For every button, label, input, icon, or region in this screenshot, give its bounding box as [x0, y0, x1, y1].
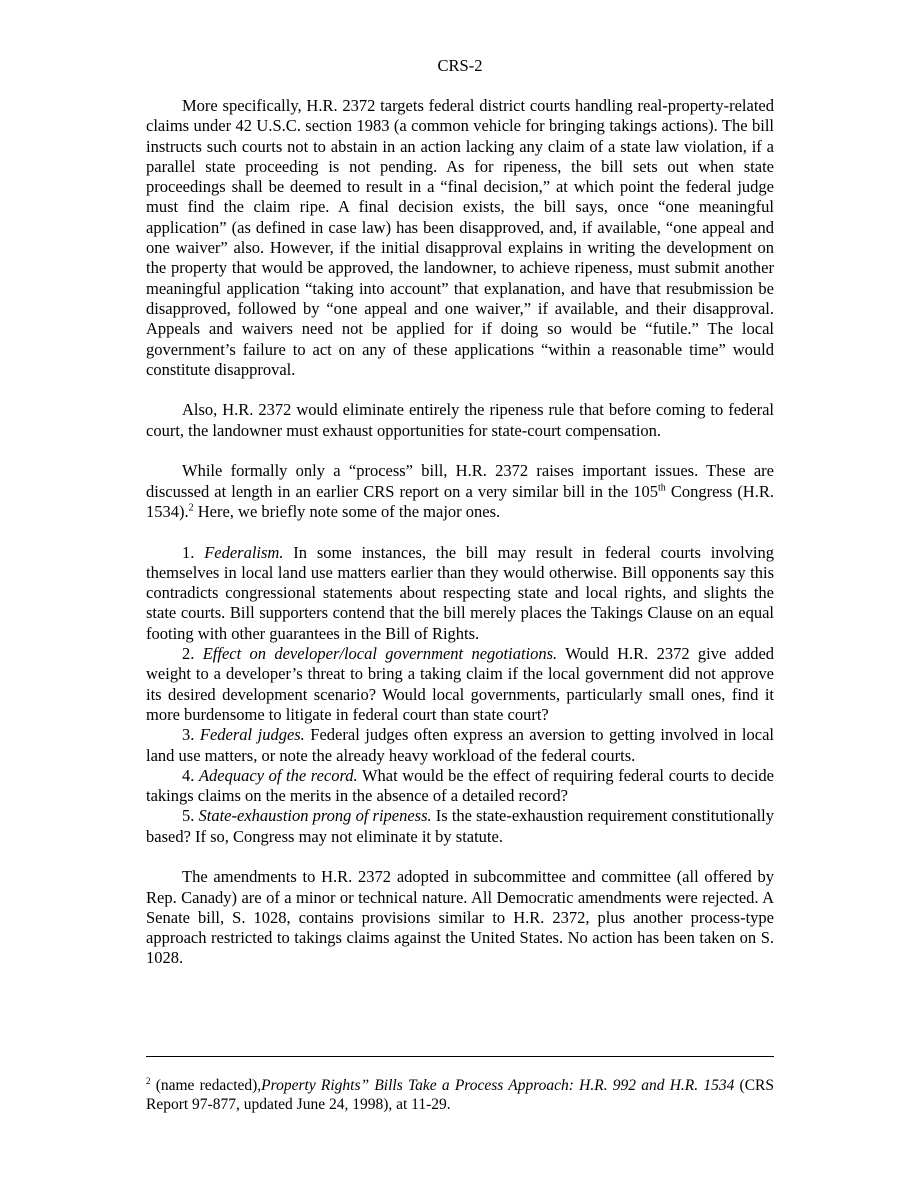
issue-number: 2. — [182, 644, 203, 664]
footnote-reference[interactable]: 2 — [188, 502, 194, 514]
footnote — [146, 1076, 774, 1114]
document-body — [146, 96, 774, 969]
paragraph-amendments: The amendments to H.R. 2372 adopted in subcommittee and committee (all offered by Rep. Canady) are of a minor or technical nature. All Democratic amendments were rejected. A Senate bill, S. 1028, contains provisions similar to H.R. 2372, plus another process-type approach restricted to takings claims against the United States. No action has been taken on S. 1028. — [146, 867, 774, 968]
issue-title: Effect on developer/local government negotiations. — [202, 644, 558, 664]
footnote-author: (name redacted), — [150, 1077, 262, 1094]
paragraph-text: While formally only a “process” bill, H.R. 2372 raises important issues. These are discussed at length in an earlier CRS report on a very similar bill in the 105 — [146, 461, 774, 501]
issue-title: Federalism. — [204, 542, 284, 562]
footnote-marker: 2 — [146, 1075, 151, 1086]
paragraph-text: Congress (H.R. 1534). — [146, 481, 774, 521]
issue-number: 1. — [182, 542, 205, 562]
issue-text: In some instances, the bill may result in federal courts involving themselves in local land use matters earlier than they would otherwise. Bill opponents say this contradicts congressional statements about respecting state and local rights, and slights the state courts. Bill supporters contend that the bill merely places the Takings Clause on an equal footing with other guarantees in the Bill of Rights. — [146, 542, 774, 643]
issue-text: Federal judges often express an aversion to getting involved in local land use matters, or note the already heavy workload of the federal courts. — [146, 725, 774, 765]
issue-title: Adequacy of the record. — [198, 765, 358, 785]
issue-number: 4. — [182, 765, 199, 785]
issue-item — [146, 644, 774, 725]
issue-item — [146, 806, 774, 847]
footnote-title: Property Rights” Bills Take a Process Approach: H.R. 992 and H.R. 1534 — [261, 1077, 735, 1094]
issue-text: Is the state-exhaustion requirement constitutionally based? If so, Congress may not eliminate it by statute. — [146, 806, 774, 846]
issue-title: State-exhaustion prong of ripeness. — [198, 806, 432, 826]
issue-item — [146, 725, 774, 766]
page-header: CRS-2 — [437, 56, 483, 75]
paragraph-text: Here, we briefly note some of the major ones. — [193, 501, 501, 521]
issue-text: Would H.R. 2372 give added weight to a developer’s threat to bring a taking claim if the local government did not approve its desired development scenario? Would local governments, particularly small ones, find it more burdensome to litigate in federal court than state court? — [146, 644, 775, 724]
footnote-citation: (CRS Report 97-877, updated June 24, 1998), at 11-29. — [146, 1077, 774, 1113]
issue-title: Federal judges. — [199, 725, 305, 745]
issue-number: 3. — [182, 725, 200, 745]
paragraph-state-exhaustion: Also, H.R. 2372 would eliminate entirely the ripeness rule that before coming to federal court, the landowner must exhaust opportunities for state-court compensation. — [146, 400, 774, 440]
footnote-divider — [146, 1056, 774, 1057]
superscript-th: th — [658, 482, 666, 494]
issue-number: 5. — [182, 806, 199, 826]
issue-text: What would be the effect of requiring federal courts to decide takings claims on the merits in the absence of a detailed record? — [146, 765, 774, 806]
issue-item — [146, 543, 774, 644]
paragraph-process-bill — [146, 461, 774, 522]
paragraph-ripeness-details: More specifically, H.R. 2372 targets federal district courts handling real-property-related claims under 42 U.S.C. section 1983 (a common vehicle for bringing takings actions). The bill instructs such courts not to abstain in an action lacking any claim of a state law violation, if a parallel state proceeding is not pending. As for ripeness, the bill sets out when state proceedings shall be deemed to result in a “final decision,” at which point the federal judge must find the claim ripe. A final decision exists, the bill says, once “one meaningful application” (as defined in case law) has been disapproved, and, if available, “one appeal and one waiver” also. However, if the initial disapproval explains in writing the development on the property that would be approved, the landowner, to achieve ripeness, must submit another meaningful application “taking into account” that explanation, and have that resubmission be disapproved, followed by “one appeal and one waiver,” if available, and their disapproval. Appeals and waivers need not be applied for if doing so would be “futile.” The local government’s failure to act on any of these applications “within a reasonable time” would constitute disapproval. — [146, 96, 774, 379]
issue-item — [146, 766, 774, 807]
